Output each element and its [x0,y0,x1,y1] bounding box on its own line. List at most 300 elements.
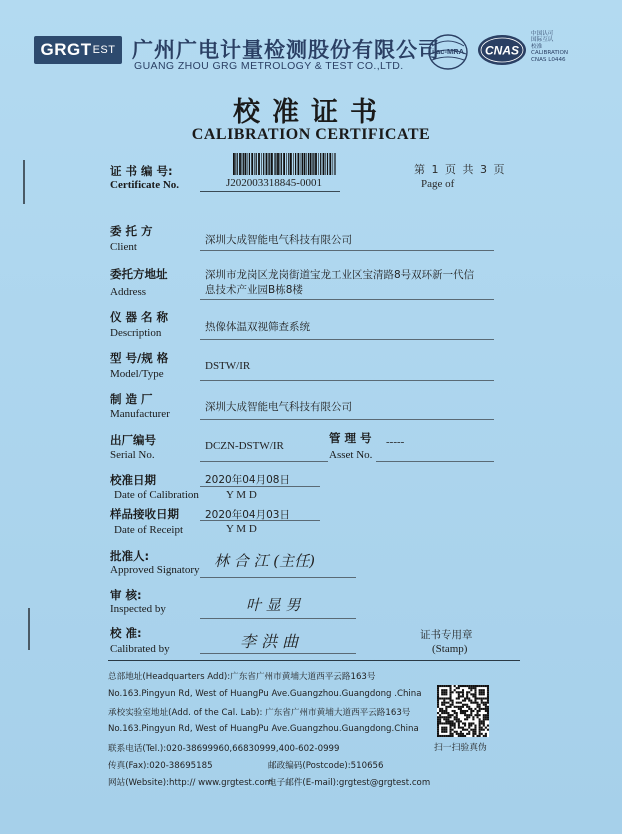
qr-module [437,733,439,735]
qr-module [445,710,447,712]
footer-lab-en: No.163.Pingyun Rd, West of HuangPu Ave.Guangzhou.Guangdong.China [108,724,419,734]
qr-module [452,710,454,712]
address-label-en: Address [110,286,147,298]
barcode-bar [280,153,281,175]
qr-module [470,687,472,689]
qr-module [456,702,458,704]
barcode-bar [281,153,282,175]
qr-module [470,689,472,691]
qr-module [472,722,474,724]
qr-module [487,710,489,712]
qr-module [479,729,481,731]
qr-module [452,725,454,727]
qr-module [456,712,458,714]
qr-module [479,704,481,706]
qr-module [462,729,464,731]
qr-module [477,712,479,714]
qr-module [439,697,441,699]
qr-module [466,714,468,716]
qr-module [483,691,485,693]
certificate-number: J202003318845-0001 [226,177,322,189]
qr-module [460,731,462,733]
qr-module [447,706,449,708]
cnas-line: 校准 [531,43,543,50]
manufacturer-value: 深圳大成智能电气科技有限公司 [205,401,352,413]
footer-lab-cn: 承校实验室地址(Add. of the Cal. Lab): 广东省广州市黄埔大道西平云路163号 [108,708,411,718]
qr-module [458,725,460,727]
qr-module [462,693,464,695]
qr-module [468,725,470,727]
qr-module [445,722,447,724]
qr-module [483,685,485,687]
qr-module [460,706,462,708]
qr-module [462,695,464,697]
qr-module [481,700,483,702]
qr-module [443,716,445,718]
qr-module [479,722,481,724]
qr-module [458,722,460,724]
barcode-bar [274,153,275,175]
qr-module [468,697,470,699]
edge-mark [28,608,30,650]
barcode-bar [269,153,270,175]
divider [200,520,320,521]
qr-module [443,704,445,706]
qr-module [439,735,441,737]
qr-module [483,725,485,727]
barcode-bar [277,153,279,175]
qr-module [443,685,445,687]
qr-module [443,727,445,729]
qr-module [437,718,439,720]
qr-module [481,708,483,710]
qr-module [487,695,489,697]
qr-module [479,693,481,695]
qr-module [483,718,485,720]
qr-module [462,712,464,714]
barcode-bar [325,153,326,175]
qr-module [479,710,481,712]
qr-module [449,697,451,699]
qr-module [458,693,460,695]
qr-module [474,714,476,716]
qr-module [479,725,481,727]
qr-module [479,697,481,699]
qr-module [479,718,481,720]
qr-module [474,733,476,735]
qr-module [481,722,483,724]
qr-module [470,714,472,716]
cnas-line: CALIBRATION [531,50,569,57]
barcode-bar [312,153,313,175]
qr-module [437,725,439,727]
qr-module [466,691,468,693]
qr-module [468,731,470,733]
cnas-label: CNAS [484,43,520,58]
qr-module [458,702,460,704]
qr-module [454,731,456,733]
qr-module [458,697,460,699]
qr-module [452,714,454,716]
qr-module [454,710,456,712]
qr-module [449,687,451,689]
qr-module [449,720,451,722]
qr-module [452,722,454,724]
qr-module [439,708,441,710]
qr-module [462,722,464,724]
qr-module [458,720,460,722]
barcode-bar [254,153,255,175]
qr-module [445,720,447,722]
calibration-date-label-en: Date of Calibration [114,489,199,501]
qr-module [477,735,479,737]
logo-main: GRGT [40,40,92,59]
qr-module [485,710,487,712]
qr-module [479,708,481,710]
qr-module [472,693,474,695]
barcode-bar [245,153,247,175]
qr-module [483,735,485,737]
qr-module [474,695,476,697]
qr-module [449,735,451,737]
qr-module [464,685,466,687]
qr-module [483,697,485,699]
divider [200,419,494,420]
barcode-bar [333,153,334,175]
qr-module [479,685,481,687]
barcode-bar [295,153,296,175]
divider [200,618,356,619]
qr-module [452,733,454,735]
page-info-cn: 第 1 页 共 3 页 [414,163,505,176]
qr-module [466,729,468,731]
footer-website: 网站(Website):http:// www.grgtest.com [108,778,274,788]
qr-module [437,731,439,733]
qr-module [445,735,447,737]
qr-module [477,714,479,716]
qr-module [441,722,443,724]
qr-module [443,700,445,702]
qr-module [479,733,481,735]
client-value: 深圳大成智能电气科技有限公司 [205,234,352,246]
stamp-label-en: (Stamp) [432,643,468,655]
divider [200,653,356,654]
barcode-bar [302,153,303,175]
qr-module [472,695,474,697]
qr-module [443,731,445,733]
qr-module [439,710,441,712]
barcode-bar [318,153,319,175]
qr-module [485,735,487,737]
barcode-bar [315,153,317,175]
qr-module [445,697,447,699]
qr-module [445,706,447,708]
qr-module [487,706,489,708]
divider [200,380,494,381]
qr-module [477,702,479,704]
description-value: 热像体温双视筛查系统 [205,321,310,333]
barcode-bar [283,153,285,175]
stamp-label-cn: 证书专用章 [420,629,473,641]
qr-module [449,731,451,733]
qr-module [485,704,487,706]
approved-label-cn: 批准人: [110,549,150,563]
qr-module [454,685,456,687]
qr-module [464,704,466,706]
qr-module [487,718,489,720]
qr-module [437,687,439,689]
qr-module [474,685,476,687]
cnas-accreditation-text [531,31,568,63]
qr-module [443,729,445,731]
edge-mark [23,160,25,204]
barcode-bar [329,153,331,175]
qr-module [464,710,466,712]
qr-module [449,706,451,708]
qr-module [456,691,458,693]
qr-module [474,691,476,693]
qr-module [437,702,439,704]
qr-module [437,727,439,729]
qr-module [468,708,470,710]
barcode-icon [232,153,336,175]
qr-module [487,725,489,727]
qr-module [483,716,485,718]
qr-module [477,706,479,708]
qr-module [481,729,483,731]
barcode-bar [288,153,289,175]
divider [200,250,494,251]
qr-module [458,718,460,720]
qr-module [439,722,441,724]
qr-module [464,700,466,702]
divider [200,299,494,300]
qr-module [466,693,468,695]
qr-module [483,693,485,695]
qr-module [452,720,454,722]
qr-module [483,722,485,724]
qr-module [472,702,474,704]
qr-module [466,718,468,720]
footer-tel: 联系电话(Tel.):020-38699960,66830999,400-602-0999 [108,744,340,754]
barcode-bar [251,153,253,175]
barcode-bar [304,153,306,175]
qr-module [481,693,483,695]
qr-module [474,727,476,729]
description-label-cn: 仪 器 名 称 [110,310,169,324]
qr-module [437,691,439,693]
qr-module [443,697,445,699]
qr-module [487,716,489,718]
qr-module [483,720,485,722]
address-value-line2: 息技术产业园B栋8楼 [205,284,303,296]
qr-module [443,710,445,712]
cnas-line: CNAS L0446 [531,56,566,63]
qr-module [464,725,466,727]
qr-module [479,731,481,733]
barcode-bar [290,153,292,175]
qr-module [466,704,468,706]
barcode-bar [243,153,244,175]
qr-module [439,685,441,687]
qr-module [468,716,470,718]
qr-module [441,693,443,695]
serial-label-cn: 出厂编号 [110,433,156,447]
qr-module [487,687,489,689]
qr-module [474,687,476,689]
qr-module [470,722,472,724]
qr-module [439,716,441,718]
calibration-date-value: 2020年04月08日 [205,474,290,486]
qr-module [454,727,456,729]
qr-module [474,693,476,695]
client-label-en: Client [110,241,137,253]
qr-module [487,685,489,687]
qr-module [445,716,447,718]
qr-module [485,733,487,735]
qr-module [441,704,443,706]
manufacturer-label-en: Manufacturer [110,408,170,420]
qr-module [485,714,487,716]
barcode-bar [239,153,241,175]
qr-module [447,714,449,716]
qr-module [483,708,485,710]
qr-module [441,691,443,693]
barcode-bar [310,153,312,175]
qr-module [437,722,439,724]
qr-module [443,722,445,724]
footer-divider [108,660,520,661]
qr-module [481,702,483,704]
qr-module [460,720,462,722]
qr-module [470,725,472,727]
qr-module [468,733,470,735]
qr-module [454,718,456,720]
approved-label-en: Approved Signatory [110,564,200,576]
qr-module [452,691,454,693]
qr-module [441,735,443,737]
barcode-bar [256,153,257,175]
qr-module [454,689,456,691]
qr-module [474,697,476,699]
qr-module [487,702,489,704]
qr-module [445,691,447,693]
qr-module [454,716,456,718]
qr-module [487,700,489,702]
serial-label-en: Serial No. [110,449,155,461]
qr-module [468,691,470,693]
qr-module [441,712,443,714]
qr-module [449,733,451,735]
qr-module [456,733,458,735]
qr-module [447,685,449,687]
qr-module [454,722,456,724]
calibrated-label-en: Calibrated by [110,643,170,655]
ilac-label: ilac-MRA [431,47,465,56]
qr-module [447,697,449,699]
qr-module [466,733,468,735]
qr-module [458,695,460,697]
qr-module [481,727,483,729]
page-info-en: Page of [421,178,455,190]
qr-module [449,704,451,706]
qr-module [462,735,464,737]
model-label-en: Model/Type [110,368,164,380]
qr-module [460,735,462,737]
barcode-bar [306,153,307,175]
company-name-cn: 广州广电计量检测股份有限公司 [132,38,440,62]
barcode-bar [249,153,250,175]
qr-module [468,685,470,687]
qr-module [474,700,476,702]
qr-module [470,685,472,687]
qr-module [477,704,479,706]
barcode-bar [293,153,294,175]
barcode-bar [320,153,321,175]
qr-module [445,718,447,720]
qr-module [477,685,479,687]
address-value-line1: 深圳市龙岗区龙岗街道宝龙工业区宝清路8号双环新一代信 [205,269,475,281]
qr-module [466,716,468,718]
footer-hq-cn: 总部地址(Headquarters Add):广东省广州市黄埔大道西平云路163号 [108,672,376,682]
qr-module [485,702,487,704]
qr-module [456,731,458,733]
qr-module [472,729,474,731]
qr-module [447,702,449,704]
barcode-bar [242,153,243,175]
qr-module [466,697,468,699]
qr-module [445,708,447,710]
asset-label-en: Asset No. [329,449,373,461]
qr-module [464,714,466,716]
qr-module [445,685,447,687]
qr-module [485,716,487,718]
qr-module [441,716,443,718]
qr-module [447,712,449,714]
qr-module [456,687,458,689]
qr-module [452,735,454,737]
qr-module [437,695,439,697]
qr-module [447,718,449,720]
qr-module [485,727,487,729]
qr-module [474,708,476,710]
qr-module [449,691,451,693]
qr-module [464,735,466,737]
barcode-bar [271,153,273,175]
qr-module [470,700,472,702]
qr-module [483,729,485,731]
qr-module [452,700,454,702]
logo-suffix: EST [92,44,116,56]
divider [200,191,340,192]
qr-module [481,720,483,722]
qr-module [468,714,470,716]
description-label-en: Description [110,327,162,339]
qr-module [445,729,447,731]
barcode-bar [235,153,236,175]
qr-module [487,691,489,693]
qr-module [456,716,458,718]
qr-module [472,687,474,689]
footer-hq-en: No.163.Pingyun Rd, West of HuangPu Ave.Guangzhou.Guangdong .China [108,689,422,699]
qr-module [445,689,447,691]
qr-module [483,714,485,716]
qr-module [458,685,460,687]
qr-module [470,710,472,712]
serial-value: DCZN-DSTW/IR [205,440,284,452]
qr-module [437,685,439,687]
qr-module [445,712,447,714]
